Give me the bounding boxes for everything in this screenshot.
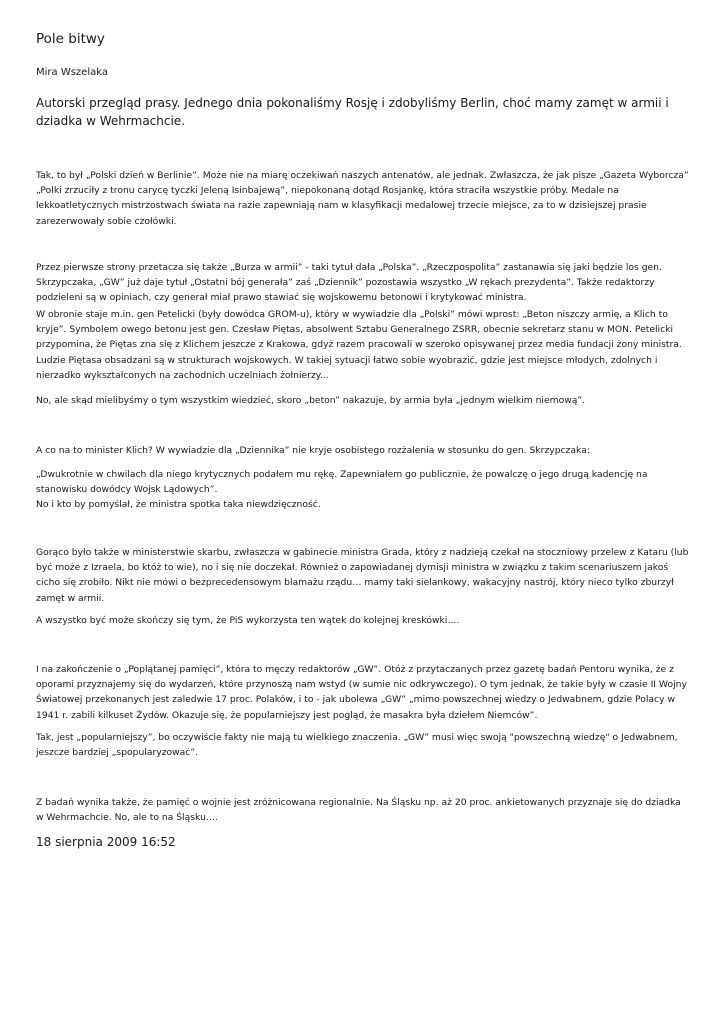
paragraph: I na zakończenie o „Poplątanej pamięci”, która to męczy redaktorów „GW”. Otóż z przytaczanych przez gazetę badań Pentoru wynika, że z oporami przyznajemy się do wydarzeń, które przynoszą nam wstyd (w sumie nic odkrywczego). O tym jednak, że takie były w czasie II Wojny Światowej przekonanych jest zaledwie 17 proc. Polaków, i to - jak ubolewa „GW” „mimo powszechnej wiedzy o Jedwabnem, gdzie Polacy w 1941 r. zabili kilkuset Żydów. Okazuje się, że popularniejszy jest pogląd, że masakra była dziełem Niemców”. — [36, 664, 687, 721]
paragraph: No i kto by pomyślał, że ministra spotka taka niewdzięczność. — [36, 499, 321, 510]
paragraph: Przez pierwsze strony przetacza się także „Burza w armii” - taki tytuł dała „Polska”. „Rzeczpospolita” zastanawia się jaki będzie los gen. Skrzypczaka, „GW” już daje tytuł „Ostatni bój generała” zaś „Dziennik” pozostawia wszystko „W rękach prezydenta”. Także redaktorzy podzieleni są w opiniach, czy generał miał prawo stawiać się wojskowemu betonowi i krytykować ministra. — [36, 262, 662, 304]
paragraph: A co na to minister Klich? W wywiadzie dla „Dziennika” nie kryje osobistego rozżalenia w stosunku do gen. Skrzypczaka: — [36, 445, 590, 456]
paragraph: Gorąco było także w ministerstwie skarbu, zwłaszcza w gabinecie ministra Grada, który z nadzieją czekał na stoczniowy przelew z Kataru (lub być może z Izraela, bo któż to wie), no i się nie doczekał. Również o zapowiadanej dymisji ministra w związku z takim scenariuszem jakoś cicho się zrobiło. Nikt nie mówi o bezprecedensowym blamażu rządu… mamy taki sielankowy, wakacyjny nastrój, który nieco tylko zburzył zamęt w armii. — [36, 547, 689, 604]
paragraph: No, ale skąd mielibyśmy o tym wszystkim wiedzieć, skoro „beton” nakazuje, by armia była „jednym wielkim niemową”. — [36, 395, 586, 406]
article-lead: Autorski przegląd prasy. Jednego dnia pokonaliśmy Rosję i zdobyliśmy Berlin, choć mamy zamęt w armii i dziadka w Wehrmachcie. — [36, 96, 669, 128]
article-title: Pole bitwy — [36, 31, 105, 47]
paragraph: W obronie staje m.in. gen Petelicki (były dowódca GROM-u), który w wywiadzie dla „Polski” mówi wprost: „Beton niszczy armię, a Klich to kryje”. Symbolem owego betonu jest gen. Czesław Piętas, absolwent Sztabu Generalnego ZSRR, obecnie sekretarz stanu w MON. Petelicki przypomina, że Piętas zna się z Klichem jeszcze z Krakowa, gdyż razem pracowali w szeroko opisywanej przez media fundacji żony ministra. Ludzie Piętasa obsadzani są w strukturach wojskowych. W takiej sytuacji łatwo sobie wyobrazić, gdzie jest miejsce młodych, zdolnych i nierzadko wykształconych na zachodnich uczelniach żołnierzy... — [36, 309, 682, 381]
paragraph: Tak, to był „Polski dzień w Berlinie”. Może nie na miarę oczekiwań naszych antenatów, ale jednak. Zwłaszcza, że jak pisze „Gazeta Wyborcza” „Polki zrzuciły z tronu carycę tyczki Jeleną Isinbajewą”, niepokonaną dotąd Rosjankę, która straciła wszystkie próby. Medale na lekkoatletycznych mistrzostwach świata na razie zapewniają nam w klasyfikacji medalowej trzecie miejsce, za to w dzisiejszej prasie zarezerwowały sobie czołówki. — [36, 170, 689, 227]
quote: „Dwukrotnie w chwilach dla niego krytycznych podałem mu rękę. Zapewniałem go publicznie, że powalczę o jego drugą kadencję na stanowisku dowódcy Wojsk Lądowych”. — [36, 469, 648, 496]
paragraph: Z badań wynika także, że pamięć o wojnie jest zróżnicowana regionalnie. Na Śląsku np. aż 20 proc. ankietowanych przyznaje się do dziadka w Wehrmachcie. No, ale to na Śląsku…. — [36, 797, 681, 824]
paragraph: A wszystko być może skończy się tym, że PiS wykorzysta ten wątek do kolejnej kreskówki…. — [36, 615, 460, 626]
paragraph: Tak, jest „popularniejszy”, bo oczywiście fakty nie mają tu wielkiego znaczenia. „GW” musi więc swoją "powszechną wiedzę" o Jedwabnem, jeszcze bardziej „spopularyzować”. — [36, 732, 678, 759]
article-date: 18 sierpnia 2009 16:52 — [36, 835, 176, 849]
article-author: Mira Wszelaka — [36, 67, 108, 78]
